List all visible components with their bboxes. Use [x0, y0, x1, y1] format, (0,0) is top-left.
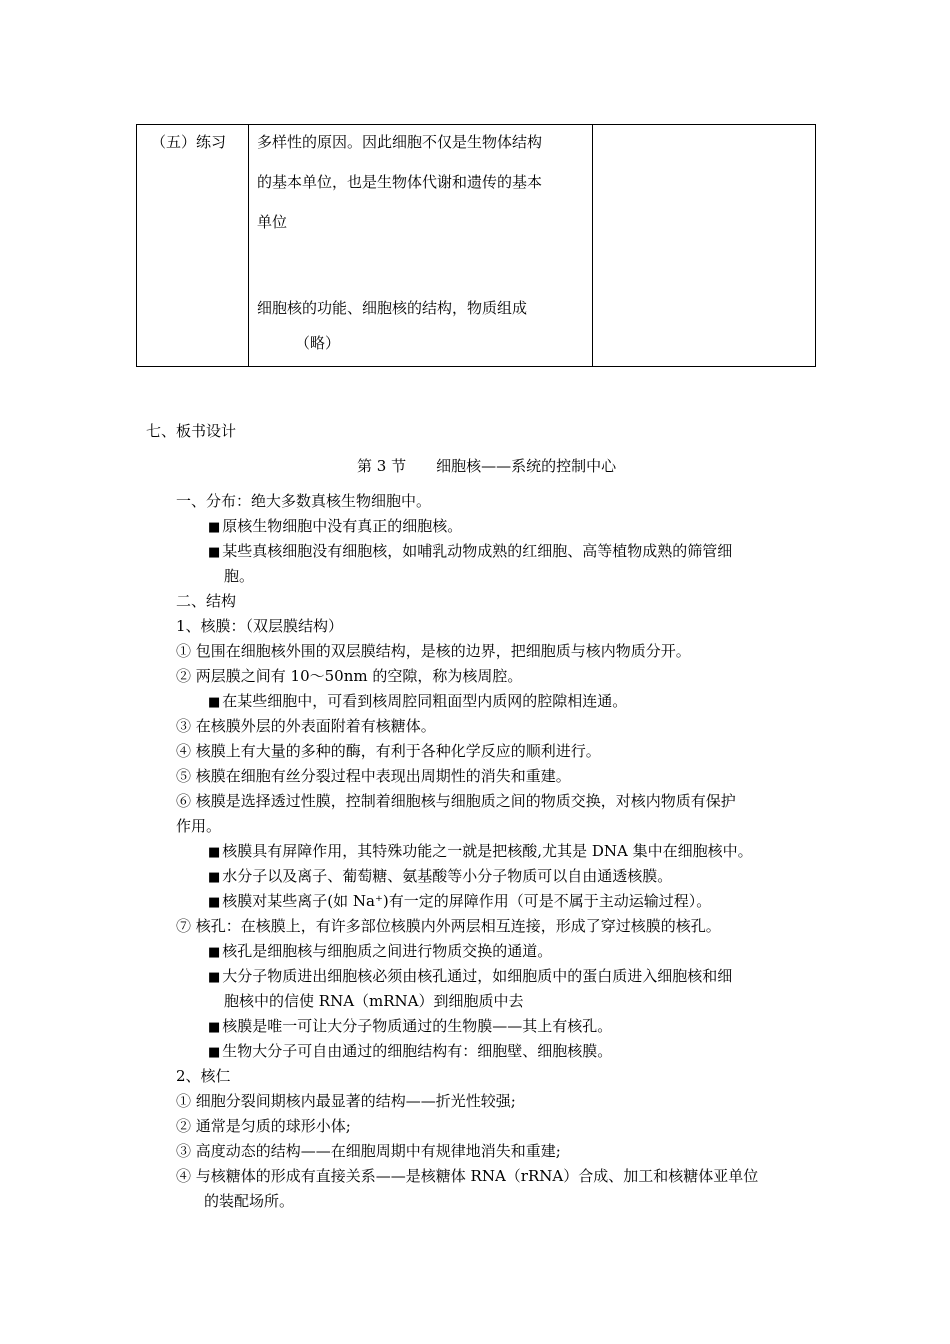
bullet-line: ■ 核膜具有屏障作用，其特殊功能之一就是把核酸,尤其是 DNA 集中在细胞核中。 [208, 842, 753, 860]
bullet-line: ■ 水分子以及离子、葡萄糖、氨基酸等小分子物质可以自由通透核膜。 [208, 867, 673, 885]
square-bullet-icon: ■ [208, 845, 221, 860]
text-line: ⑤ 核膜在细胞有丝分裂过程中表现出周期性的消失和重建。 [176, 767, 571, 785]
lesson-table [136, 124, 816, 367]
bullet-line: ■ 某些真核细胞没有细胞核，如哺乳动物成熟的红细胞、高等植物成熟的筛管细 [208, 542, 733, 560]
square-bullet-icon: ■ [208, 695, 221, 710]
table-content-cell [249, 125, 593, 366]
square-bullet-icon: ■ [208, 870, 221, 885]
text-line: ② 通常是匀质的球形小体; [176, 1117, 351, 1135]
text-line: 2、核仁 [176, 1067, 231, 1085]
bullet-line: ■ 生物大分子可自由通过的细胞结构有：细胞壁、细胞核膜。 [208, 1042, 613, 1060]
table-content-line: 多样性的原因。因此细胞不仅是生物体结构 [257, 133, 543, 151]
square-bullet-icon: ■ [208, 520, 221, 535]
section-heading: 七、板书设计 [146, 422, 237, 440]
square-bullet-icon: ■ [208, 945, 221, 960]
text-line: ① 细胞分裂间期核内最显著的结构——折光性较强; [176, 1092, 516, 1110]
text-line: ⑥ 核膜是选择透过性膜，控制着细胞核与细胞质之间的物质交换，对核内物质有保护 [176, 792, 736, 810]
bullet-line: ■ 大分子物质进出细胞核必须由核孔通过，如细胞质中的蛋白质进入细胞核和细 [208, 967, 733, 985]
table-row-label: （五）练习 [151, 133, 227, 151]
square-bullet-icon: ■ [208, 1020, 221, 1035]
section-title: 第 3 节 细胞核——系统的控制中心 [357, 457, 617, 475]
square-bullet-icon: ■ [208, 1045, 221, 1060]
table-content-line: （略） [295, 334, 341, 352]
bullet-line: ■ 原核生物细胞中没有真正的细胞核。 [208, 517, 463, 535]
text-line: 胞。 [224, 567, 255, 585]
text-line: 1、核膜：（双层膜结构） [176, 617, 344, 635]
bullet-line: ■ 核孔是细胞核与细胞质之间进行物质交换的通道。 [208, 942, 553, 960]
text-line: ④ 与核糖体的形成有直接关系——是核糖体 RNA（rRNA）合成、加工和核糖体亚单位 [176, 1167, 759, 1185]
text-line: ③ 高度动态的结构——在细胞周期中有规律地消失和重建; [176, 1142, 561, 1160]
text-line: 的装配场所。 [204, 1192, 295, 1210]
table-empty-cell [593, 125, 817, 366]
bullet-line: ■ 核膜是唯一可让大分子物质通过的生物膜——其上有核孔。 [208, 1017, 613, 1035]
text-line: ⑦ 核孔：在核膜上，有许多部位核膜内外两层相互连接，形成了穿过核膜的核孔。 [176, 917, 721, 935]
table-content-line: 的基本单位，也是生物体代谢和遗传的基本 [257, 173, 543, 191]
square-bullet-icon: ■ [208, 895, 221, 910]
text-line: ④ 核膜上有大量的多种的酶，有利于各种化学反应的顺利进行。 [176, 742, 601, 760]
bullet-line: ■ 在某些细胞中，可看到核周腔同粗面型内质网的腔隙相连通。 [208, 692, 628, 710]
bullet-line: ■ 核膜对某些离子(如 Na⁺)有一定的屏障作用（可是不属于主动运输过程）。 [208, 892, 712, 910]
text-line: 作用。 [176, 817, 222, 835]
text-line: 一、分布：绝大多数真核生物细胞中。 [176, 492, 432, 510]
table-content-line: 单位 [257, 213, 288, 231]
text-line: ① 包围在细胞核外围的双层膜结构，是核的边界，把细胞质与核内物质分开。 [176, 642, 691, 660]
table-label-cell [137, 125, 249, 366]
text-line: 胞核中的信使 RNA（mRNA）到细胞质中去 [224, 992, 524, 1010]
table-content-line: 细胞核的功能、细胞核的结构，物质组成 [257, 299, 528, 317]
text-line: 二、结构 [176, 592, 237, 610]
text-line: ③ 在核膜外层的外表面附着有核糖体。 [176, 717, 436, 735]
square-bullet-icon: ■ [208, 545, 221, 560]
square-bullet-icon: ■ [208, 970, 221, 985]
text-line: ② 两层膜之间有 10～50nm 的空隙，称为核周腔。 [176, 667, 523, 685]
